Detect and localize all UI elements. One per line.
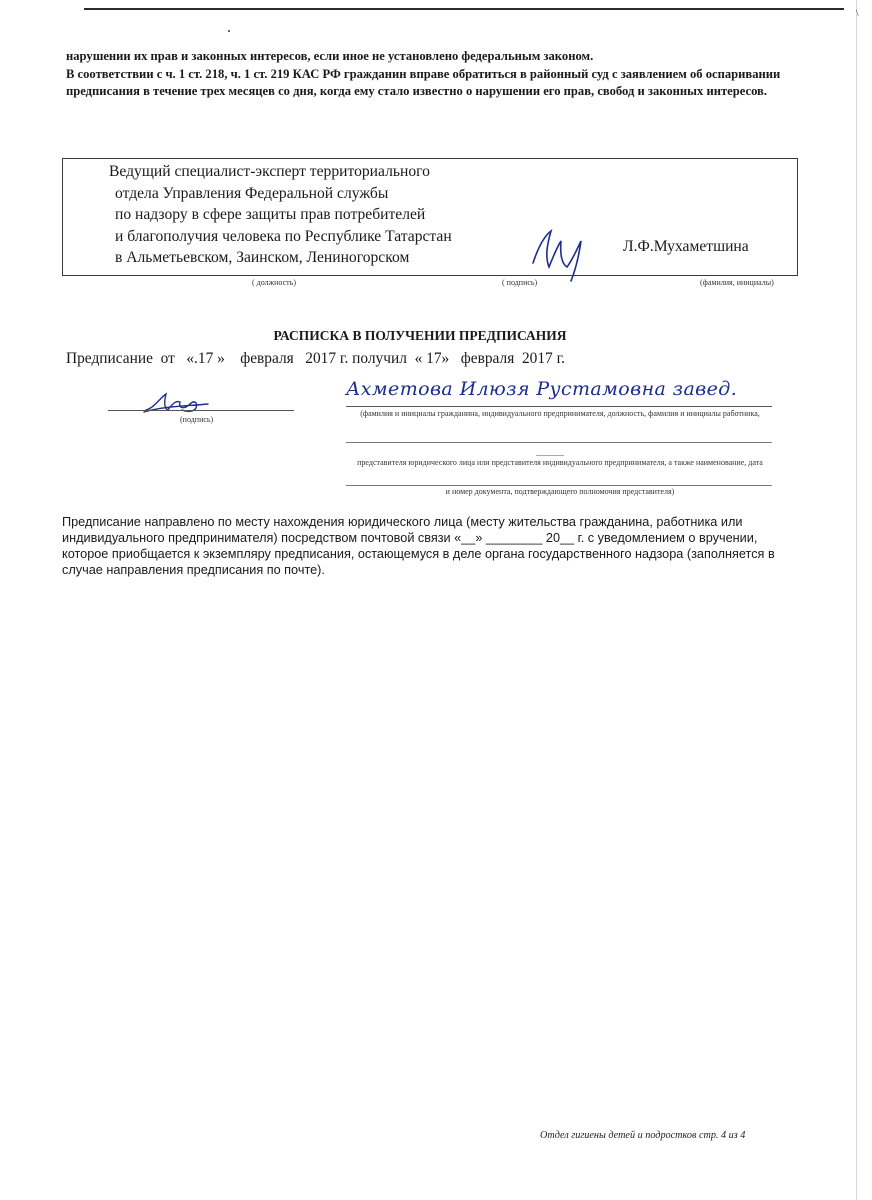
signature-line bbox=[108, 410, 294, 411]
recipient-name-line bbox=[346, 406, 772, 407]
mail-delivery-note: Предписание направлено по месту нахождения юридического лица (месту жительства гражданина, работника или индивидуального предпринимателя) посредством почтовой связи «__» ________ 20__ г. с уведомлением о вручении, которое приобщается к экземпляру предписания, остающемуся в деле органа государственного надзора (заполняется в случае направления предписания по почте). bbox=[62, 515, 775, 577]
position-line: Ведущий специалист-эксперт территориального bbox=[109, 163, 430, 180]
intro-text bbox=[66, 48, 796, 101]
position-line: отдела Управления Федеральной службы bbox=[115, 184, 389, 202]
representative-line bbox=[346, 442, 772, 443]
page-footer: Отдел гигиены детей и подростков стр. 4 из 4 bbox=[540, 1130, 746, 1141]
date-blank: _______ bbox=[536, 448, 564, 457]
position-line: в Альметьевском, Заинском, Лениногорском bbox=[115, 249, 410, 266]
receipt-dates: Предписание от «.17 » февраля 2017 г. получил « 17» февраля 2017 г. bbox=[66, 350, 566, 367]
page-top-edge bbox=[84, 8, 844, 10]
receipt-title: РАСПИСКА В ПОЛУЧЕНИИ ПРЕДПИСАНИЯ bbox=[273, 328, 567, 343]
intro-paragraph-1: нарушении их прав и законных интересов, если иное не установлено федеральным законом. bbox=[66, 49, 594, 63]
recipient-signature bbox=[142, 390, 212, 416]
position-line: и благополучия человека по Республике Татарстан bbox=[115, 227, 452, 245]
corner-mark: \ bbox=[856, 8, 859, 18]
position-line: по надзору в сфере защиты прав потребителей bbox=[115, 206, 426, 223]
intro-paragraph-2: В соответствии с ч. 1 ст. 218, ч. 1 ст. 219 КАС РФ гражданин вправе обратиться в районный суд с заявлением об оспаривании предписания в течение трех месяцев со дня, когда ему стало известно о нарушении его прав, свобод и законных интересов. bbox=[66, 66, 781, 98]
caption-position: ( должность) bbox=[252, 278, 296, 287]
caption-signature: ( подпись) bbox=[502, 278, 538, 287]
inspector-name: Л.Ф.Мухаметшина bbox=[623, 238, 749, 255]
inspector-position bbox=[109, 161, 452, 269]
caption-recipient-fio: (фамилия и инициалы гражданина, индивидуального предпринимателя, должность, фамилия и инициалы работника, bbox=[360, 409, 760, 418]
scan-dot bbox=[228, 30, 230, 32]
caption-document: и номер документа, подтверждающего полномочия представителя) bbox=[445, 487, 675, 496]
recipient-name-handwritten: Ахметова Илюзя Рустамовна завед. bbox=[346, 378, 738, 400]
inspector-signature bbox=[527, 223, 597, 283]
document-line bbox=[346, 485, 772, 486]
caption-recipient-signature: (подпись) bbox=[180, 415, 214, 424]
caption-representative: представителя юридического лица или представителя индивидуального предпринимателя, а также наименование, дата bbox=[357, 458, 763, 467]
page-right-edge bbox=[856, 0, 857, 1200]
caption-name: (фамилия, инициалы) bbox=[700, 278, 774, 287]
inspector-signature-box bbox=[62, 158, 798, 276]
